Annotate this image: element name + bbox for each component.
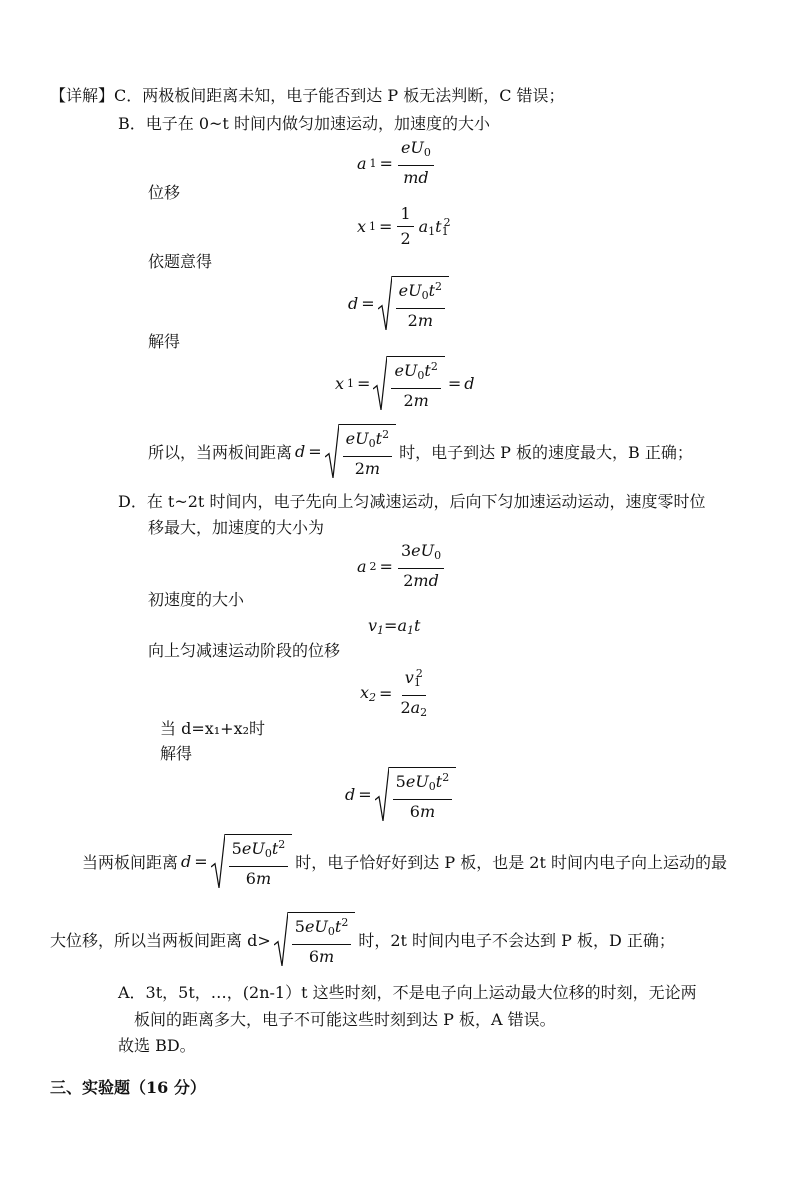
label-upward-displacement: 向上匀减速运动阶段的位移 (148, 641, 341, 660)
equation-x1: x 1 = $\frac{1}{2}$ $a_1t_1^2$ (357, 204, 451, 248)
item-d-line2: 移最大，加速度的大小为 (148, 518, 325, 537)
equation-a1: a 1 = $\frac{eU_0}{md}$ (357, 138, 436, 188)
item-b-intro: B．电子在 0~t 时间内做匀加速运动，加速度的大小 (118, 114, 490, 133)
max-suffix: 时，2t 时间内电子不会达到 P 板，D 正确； (358, 931, 675, 950)
item-a-line1: A．3t，5t，…，(2n-1）t 这些时刻，不是电子向上运动最大位移的时刻，无论两 (118, 983, 697, 1002)
label-by-question: 依题意得 (148, 252, 213, 271)
equation-d-2: d = $\frac{5eU_0t^2}{6m}$ (345, 767, 456, 822)
so-prefix: 所以，当两板间距离 (148, 443, 293, 462)
detail-bracket: 【详解】 (50, 86, 115, 105)
label-displacement: 位移 (148, 183, 181, 202)
equation-a2: a 2 = $\frac{3eU_0}{2md}$ (357, 541, 446, 591)
when-prefix: 当两板间距离 (82, 853, 179, 872)
equation-d-1: d = $\frac{eU_0t^2}{2m}$ (348, 276, 449, 331)
section-title: 三、实验题（16 分） (50, 1078, 206, 1097)
so-suffix: 时，电子到达 P 板的速度最大，B 正确； (399, 443, 693, 462)
max-line: 大位移，所以当两板间距离 d> $\frac{5eU_0t^2}{6m}$ 时，2t 时间内电子不会达到 P 板，D 正确； (50, 912, 675, 967)
label-when: 当 d=x₁+x₂时 (160, 719, 266, 738)
when-suffix: 时，电子恰好好到达 P 板，也是 2t 时间内电子向上运动的最 (295, 853, 727, 872)
equation-v1: $v_1=a_1t$ (368, 616, 421, 637)
label-solve-2: 解得 (160, 744, 193, 763)
conclusion: 故选 BD。 (118, 1036, 196, 1055)
item-a-line2: 板间的距离多大，电子不可能这些时刻到达 P 板，A 错误。 (134, 1010, 556, 1029)
max-prefix: 大位移，所以当两板间距离 d> (50, 931, 271, 950)
item-d-line1: D．在 t~2t 时间内，电子先向上匀减速运动，后向下匀加速运动运动，速度零时位 (118, 492, 706, 511)
equation-x2: $x_2$ = $\frac{v_1^2}{2a_2}$ (360, 664, 432, 723)
label-initial-velocity: 初速度的大小 (148, 590, 245, 609)
detail-heading-line (50, 84, 565, 108)
item-c-text: C．两极板间距离未知，电子能否到达 P 板无法判断，C 错误； (114, 86, 565, 105)
when-line: 当两板间距离 d = $\frac{5eU_0t^2}{6m}$ 时，电子恰好好到达 P 板，也是 2t 时间内电子向上运动的最 (82, 834, 727, 889)
so-line: 所以，当两板间距离 d = $\frac{eU_0t^2}{2m}$ 时，电子到达 P 板的速度最大，B 正确； (148, 424, 693, 479)
equation-x1-d: x 1 = $\frac{eU_0t^2}{2m}$ = d (335, 356, 474, 411)
label-solve: 解得 (148, 332, 181, 351)
